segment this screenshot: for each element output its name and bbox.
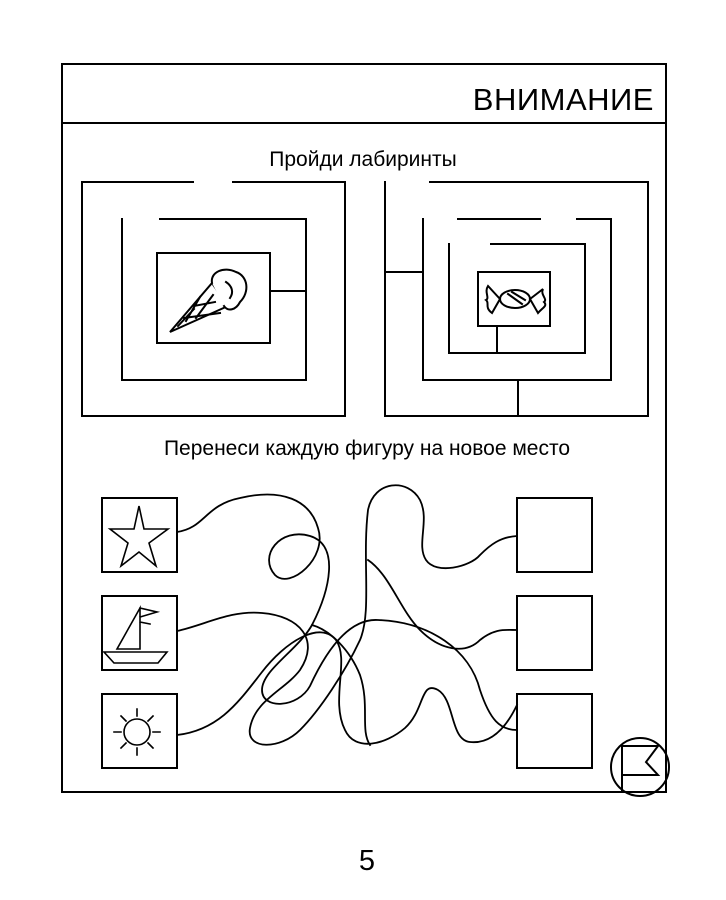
mazes-instruction: Пройди лабиринты: [269, 148, 457, 171]
line-extra-2: [368, 560, 517, 649]
line-extra-1: [312, 625, 370, 745]
sailboat-box[interactable]: [102, 596, 177, 670]
line-sun: [177, 632, 517, 744]
line-boat: [177, 485, 517, 745]
target-box-3[interactable]: [517, 694, 592, 768]
line-star: [177, 495, 517, 730]
maze-left[interactable]: [82, 182, 345, 416]
candy-icon: [486, 286, 545, 313]
page-number: 5: [358, 845, 376, 877]
flag-icon: [611, 738, 669, 796]
sun-box[interactable]: [102, 694, 177, 768]
ice-cream-icon: [170, 270, 246, 332]
target-box-1[interactable]: [517, 498, 592, 572]
page-title: ВНИМАНИЕ: [472, 82, 654, 117]
star-box[interactable]: [102, 498, 177, 572]
tangled-lines: [177, 485, 517, 745]
shapes-instruction: Перенеси каждую фигуру на новое место: [163, 437, 571, 460]
target-box-2[interactable]: [517, 596, 592, 670]
